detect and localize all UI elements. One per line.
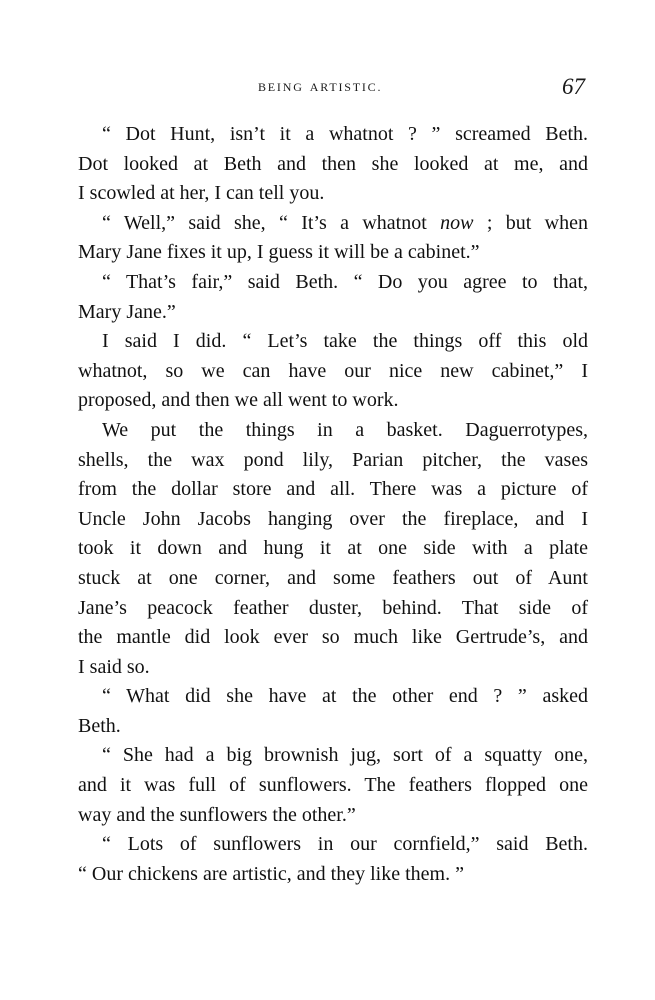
text-line: shells, the wax pond lily, Parian pitcher, the vases	[78, 448, 588, 471]
text-line: way and the sunflowers the other.”	[78, 803, 356, 826]
text-line: Mary Jane.”	[78, 300, 176, 323]
text-line: I said so.	[78, 655, 150, 678]
text-line: We put the things in a basket. Daguerrotypes,	[102, 418, 588, 441]
text-line: took it down and hung it at one side with a plate	[78, 537, 588, 560]
text-line: proposed, and then we all went to work.	[78, 389, 399, 412]
text-line: Dot looked at Beth and then she looked at me, and	[78, 152, 588, 175]
text-line: whatnot, so we can have our nice new cabinet,” I	[78, 359, 588, 382]
text-line: from the dollar store and all. There was a picture of	[78, 478, 588, 501]
text-line: I scowled at her, I can tell you.	[78, 182, 325, 205]
text-line: “ She had a big brownish jug, sort of a squatty one,	[102, 744, 588, 767]
text-line: Mary Jane fixes it up, I guess it will be a cabinet.”	[78, 241, 480, 264]
text-line: Jane’s peacock feather duster, behind. That side of	[78, 596, 588, 619]
text-line: and it was full of sunflowers. The feathers flopped one	[78, 774, 588, 797]
text-line: “ Dot Hunt, isn’t it a whatnot ? ” screamed Beth.	[102, 123, 588, 145]
text-line: Beth.	[78, 714, 121, 737]
text-line: “ Well,” said she, “ It’s a whatnot now ; but when	[102, 211, 589, 234]
text-line: “ That’s fair,” said Beth. “ Do you agree to that,	[102, 270, 588, 293]
emphasis-now: now	[440, 211, 474, 234]
text-line: I said I did. “ Let’s take the things off this old	[102, 330, 588, 353]
text-line: stuck at one corner, and some feathers out of Aunt	[78, 566, 588, 589]
text-line: “ Lots of sunflowers in our cornfield,” said Beth.	[102, 833, 588, 856]
text-line: “ Our chickens are artistic, and they like them. ”	[78, 862, 464, 885]
text-line: the mantle did look ever so much like Gertrude’s, and	[78, 626, 588, 649]
text-line: “ What did she have at the other end ? ” asked	[102, 685, 588, 708]
body-text	[78, 120, 588, 889]
text-line: Uncle John Jacobs hanging over the fireplace, and I	[78, 507, 588, 530]
page-number: 67	[562, 74, 585, 99]
running-title: BEING ARTISTIC.	[258, 80, 383, 94]
